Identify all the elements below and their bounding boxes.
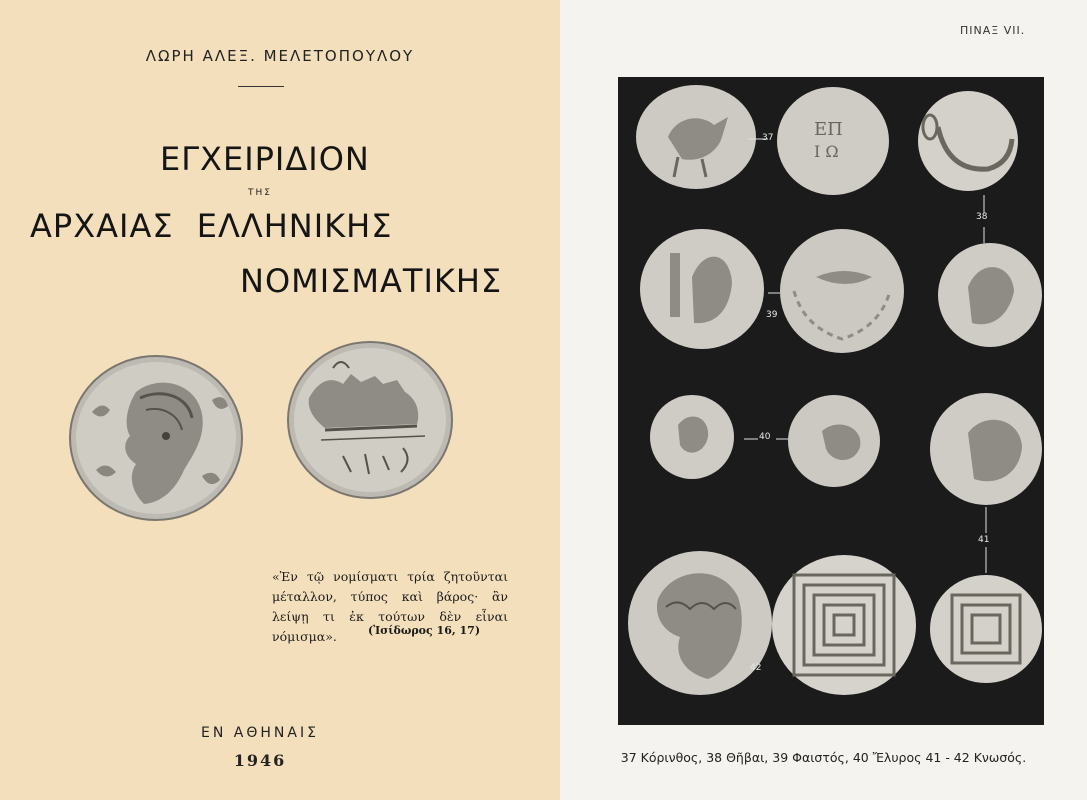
- coin-plate: [618, 77, 1044, 725]
- coin-number-41: 41: [978, 535, 990, 545]
- cover-coin-reverse-image: [285, 340, 455, 500]
- cover-coin-obverse-image: [66, 352, 246, 524]
- publication-city: ΕΝ ΑΘΗΝΑΙΣ: [201, 725, 319, 741]
- coin-number-42: 42: [750, 663, 762, 673]
- divider-rule: [238, 86, 284, 87]
- coin-number-37: 37: [762, 133, 774, 143]
- coin-number-39: 39: [766, 310, 778, 320]
- plate-page: [560, 0, 1087, 800]
- author-name: ΛΩΡΗ ΑΛΕΞ. ΜΕΛΕΤΟΠΟΥΛΟΥ: [145, 47, 415, 65]
- epigraph-quote: «Ἐν τῷ νομίσματι τρία ζητοῦνται μέταλλον, τύπος καὶ βάρος· ἂν λείψῃ τι ἐκ τούτων δὲν εἶναι νόμισμα».: [272, 569, 508, 644]
- plate-label: ΠΙΝΑΞ VII.: [960, 24, 1026, 37]
- title-line-2: ΤΗΣ: [248, 188, 272, 198]
- title-line-4: ΝΟΜΙΣΜΑΤΙΚΗΣ: [240, 262, 503, 300]
- coin-plate-image: [618, 77, 1044, 725]
- publication-year: 1946: [233, 751, 287, 770]
- title-line-1: ΕΓΧΕΙΡΙΔΙΟΝ: [160, 140, 370, 178]
- svg-text:ΕΠ: ΕΠ: [814, 119, 843, 140]
- coin-number-38: 38: [976, 212, 988, 222]
- plate-caption: 37 Κόρινθος, 38 Θῆβαι, 39 Φαιστός, 40 Ἔλυρος 41 - 42 Κνωσός.: [620, 750, 1027, 765]
- title-line-3: ΑΡΧΑΙΑΣ ΕΛΛΗΝΙΚΗΣ: [30, 207, 393, 245]
- coin-number-40: 40: [759, 432, 771, 442]
- epigraph-source: (Ἰσίδωρος 16, 17): [368, 624, 481, 637]
- svg-text:Ι Ω: Ι Ω: [814, 142, 839, 161]
